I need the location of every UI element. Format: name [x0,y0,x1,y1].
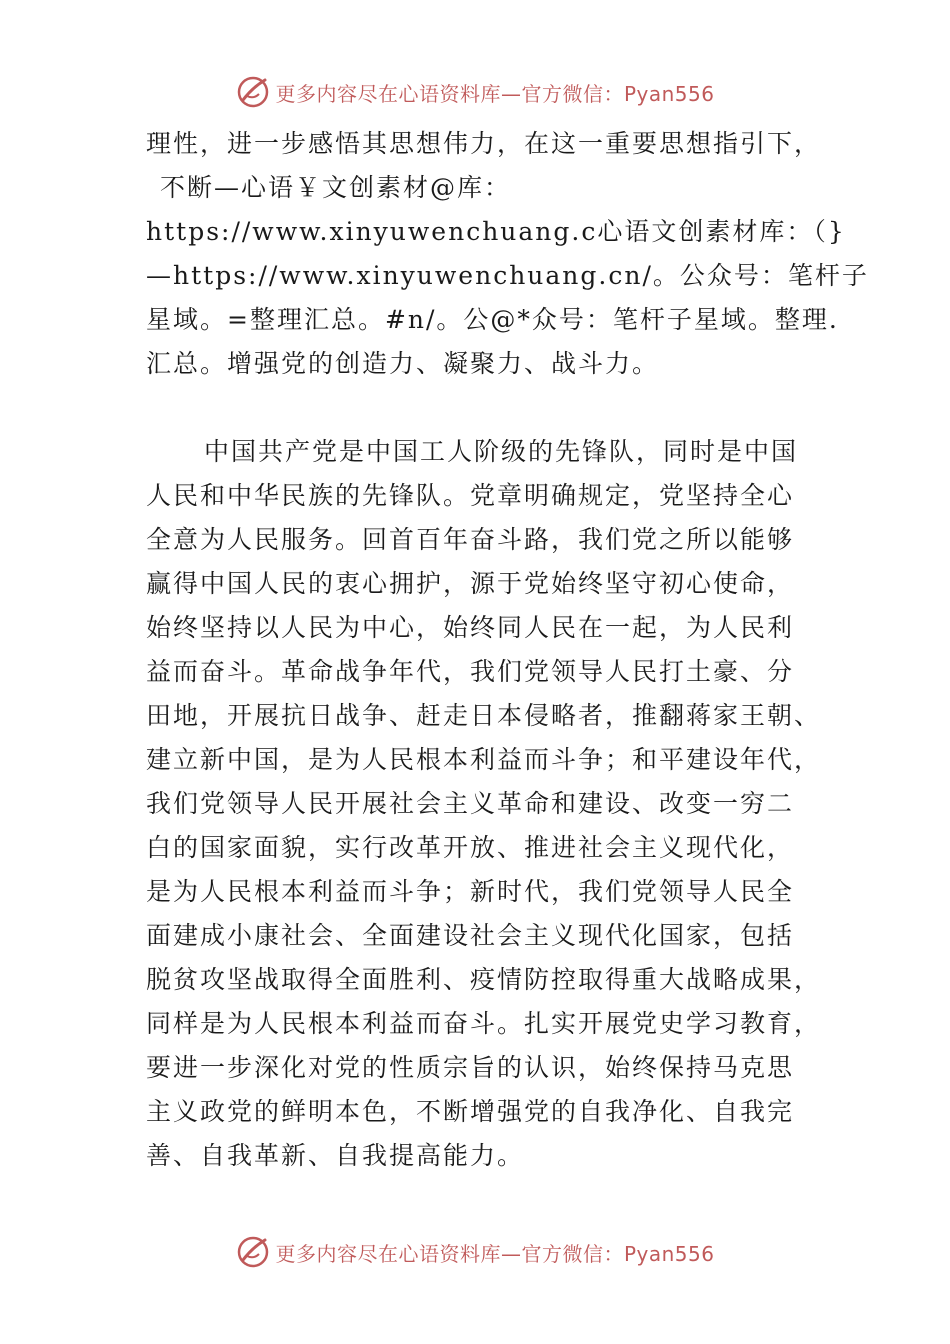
text-line: 人民和中华民族的先锋队。党章明确规定，党坚持全心 [146,481,795,510]
text-line: 不断—心语￥文创素材@库： [160,173,512,202]
text-line: 益而奋斗。革命战争年代，我们党领导人民打土豪、分 [146,657,795,686]
document-body [146,122,869,1178]
text-line: 要进一步深化对党的性质宗旨的认识，始终保持马克思 [146,1053,795,1082]
text-line: 面建成小康社会、全面建设社会主义现代化国家，包括 [146,921,795,950]
text-line: 星域。=整理汇总。#n/。公@*众号：笔杆子星域。整理. [146,305,839,334]
text-line: 田地，开展抗日战争、赶走日本侵略者，推翻蒋家王朝、 [146,701,822,730]
paragraph-1 [146,122,869,386]
text-line: 中国共产党是中国工人阶级的先锋队，同时是中国 [204,437,799,466]
text-line: https://www.xinyuwenchuang.c心语文创素材库：（} [146,217,846,246]
text-line: 汇总。增强党的创造力、凝聚力、战斗力。 [146,349,660,378]
text-line: —https://www.xinyuwenchuang.cn/。公众号：笔杆子 [146,261,869,290]
header-watermark-text: 更多内容尽在心语资料库—官方微信：Pyan556 [275,81,715,106]
text-line: 主义政党的鲜明本色，不断增强党的自我净化、自我完 [146,1097,795,1126]
header-watermark [0,72,950,112]
footer-watermark-text: 更多内容尽在心语资料库—官方微信：Pyan556 [275,1241,715,1266]
text-line: 始终坚持以人民为中心，始终同人民在一起，为人民利 [146,613,795,642]
text-line: 同样是为人民根本利益而奋斗。扎实开展党史学习教育， [146,1009,822,1038]
brush-logo-icon [235,1234,271,1270]
text-line: 善、自我革新、自我提高能力。 [146,1141,525,1170]
text-line: 我们党领导人民开展社会主义革命和建设、改变一穷二 [146,789,795,818]
brush-logo-icon [235,74,271,110]
text-line: 是为人民根本利益而斗争；新时代，我们党领导人民全 [146,877,795,906]
text-line: 赢得中国人民的衷心拥护，源于党始终坚守初心使命， [146,569,795,598]
text-line: 理性，进一步感悟其思想伟力，在这一重要思想指引下， [146,129,822,158]
text-line: 全意为人民服务。回首百年奋斗路，我们党之所以能够 [146,525,795,554]
text-line: 建立新中国，是为人民根本利益而斗争；和平建设年代， [146,745,822,774]
text-line: 白的国家面貌，实行改革开放、推进社会主义现代化， [146,833,795,862]
paragraph-2 [146,430,822,1178]
footer-watermark [0,1232,950,1272]
text-line: 脱贫攻坚战取得全面胜利、疫情防控取得重大战略成果， [146,965,822,994]
